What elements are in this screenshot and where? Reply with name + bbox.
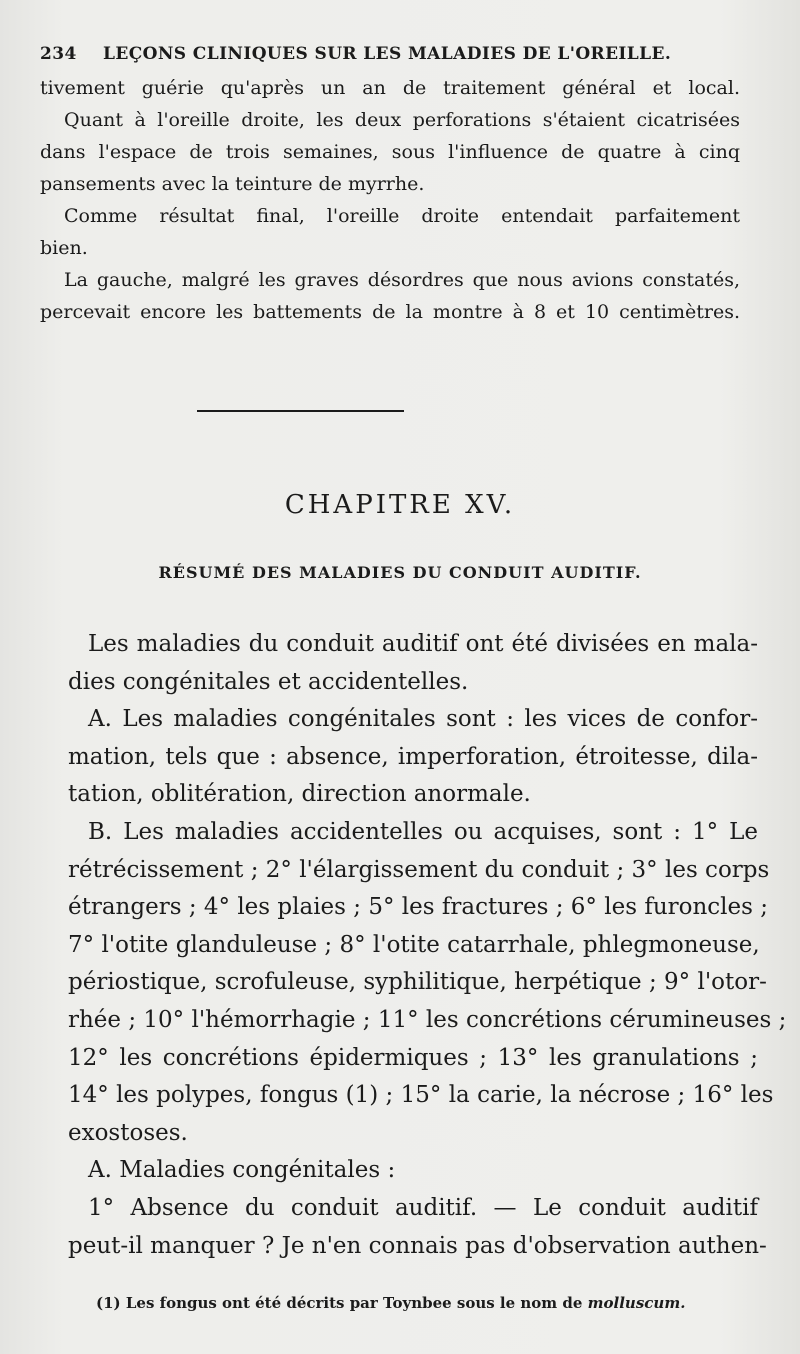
text-line: périostique, scrofuleuse, syphilitique, herpétique ; 9° l'otor- (68, 969, 767, 996)
text-line: Les maladies du conduit auditif ont été divisées en mala- (88, 631, 758, 657)
text-line: tivement guérie qu'après un an de traitement général et local. (40, 77, 740, 99)
intro-text (40, 72, 740, 328)
text-line: 12° les concrétions épidermiques ; 13° les granulations ; (68, 1044, 758, 1071)
text-line: peut-il manquer ? Je n'en connais pas d'observation authen- (68, 1232, 767, 1259)
text-line: bien. (40, 237, 88, 259)
running-title: LEÇONS CLINIQUES SUR LES MALADIES DE L'OREILLE. (103, 44, 672, 64)
text-line: tation, oblitération, direction anormale. (68, 781, 531, 808)
running-header (40, 44, 680, 64)
text-line: La gauche, malgré les graves désordres que nous avions constatés, (64, 269, 740, 291)
text-line: B. Les maladies accidentelles ou acquises, sont : 1° Le (88, 818, 758, 845)
text-line: rhée ; 10° l'hémorrhagie ; 11° les concrétions cérumineuses ; (68, 1006, 787, 1033)
chapter-title: CHAPITRE XV. (284, 490, 516, 520)
text-line: Quant à l'oreille droite, les deux perforations s'étaient cicatrisées (64, 109, 740, 131)
footnote-italic: molluscum. (587, 1294, 686, 1312)
text-line: percevait encore les battements de la montre à 8 et 10 centimètres. (40, 301, 740, 323)
section-divider (197, 410, 404, 412)
chapter-body (68, 626, 787, 1265)
text-line: A. Les maladies congénitales sont : les vices de confor- (88, 706, 758, 733)
footnote (96, 1294, 742, 1312)
text-line: 7° l'otite glanduleuse ; 8° l'otite catarrhale, phlegmoneuse, (68, 931, 760, 958)
text-line: mation, tels que : absence, imperforation, étroitesse, dila- (68, 743, 758, 770)
text-line: Comme résultat final, l'oreille droite entendait parfaitement (64, 205, 740, 227)
text-line: dans l'espace de trois semaines, sous l'influence de quatre à cinq (40, 141, 740, 163)
text-line: A. Maladies congénitales : (88, 1157, 396, 1184)
text-line: 1° Absence du conduit auditif. — Le conduit auditif (88, 1194, 758, 1221)
footnote-text: (1) Les fongus ont été décrits par Toynbee sous le nom de (96, 1294, 583, 1312)
text-line: dies congénitales et accidentelles. (68, 668, 469, 695)
text-line: étrangers ; 4° les plaies ; 5° les fractures ; 6° les furoncles ; (68, 894, 769, 921)
page-number: 234 (40, 44, 77, 64)
text-line: 14° les polypes, fongus (1) ; 15° la carie, la nécrose ; 16° les (68, 1082, 774, 1109)
text-line: rétrécissement ; 2° l'élargissement du conduit ; 3° les corps (68, 856, 770, 883)
text-line: pansements avec la teinture de myrrhe. (40, 173, 425, 195)
chapter-subtitle: RÉSUMÉ DES MALADIES DU CONDUIT AUDITIF. (158, 563, 642, 582)
text-line: exostoses. (68, 1119, 188, 1146)
